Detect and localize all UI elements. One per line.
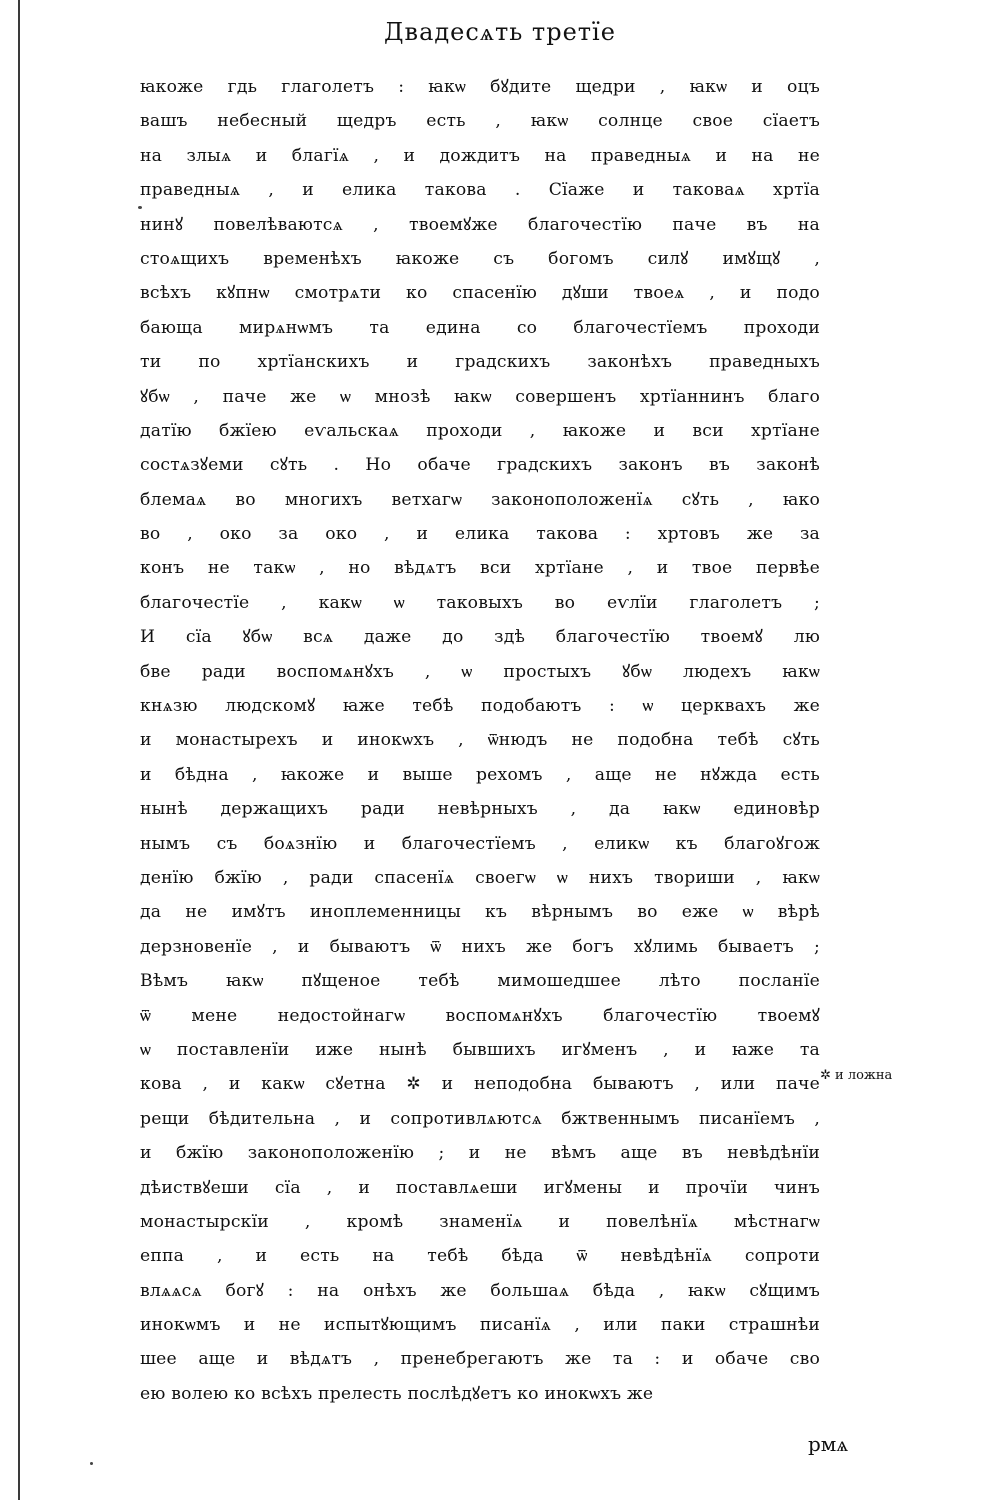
text-line: ꙗкоже гдь глаголетъ : ꙗкѡ бꙋдите щедри , ꙗкѡ и оцъ bbox=[140, 77, 820, 97]
text-line: инокѡмъ и не испытꙋющимъ писанїѧ , или паки страшнѣи bbox=[140, 1315, 820, 1336]
text-line: конъ не такѡ , но вѣдѧтъ вси хртїане , и твое первѣе bbox=[140, 558, 820, 579]
body-text bbox=[140, 70, 820, 1411]
text-line: и бжїю законоположенїю ; и не вѣмъ аще въ невѣдѣнїи bbox=[140, 1143, 820, 1164]
text-line: ѿ мене недостойнагѡ воспомѧнꙋхъ благочестїю твоемꙋ bbox=[140, 1005, 820, 1026]
text-line: ꙋбѡ , паче же ѡ мнозѣ ꙗкѡ совершенъ хртїаннинъ благо bbox=[140, 386, 820, 407]
text-line: ти по хртїанскихъ и градскихъ законѣхъ праведныхъ bbox=[140, 352, 820, 373]
text-line: состѧзꙋеми сꙋть . Но обаче градскихъ законъ въ законѣ bbox=[140, 455, 820, 476]
text-line: на злыѧ и благїѧ , и дождитъ на праведныѧ и на не bbox=[140, 145, 820, 166]
text-line: нинꙋ повелѣваютсѧ , твоемꙋже благочестїю паче въ на bbox=[140, 214, 820, 235]
text-line: праведныѧ , и елика такова . Сїаже и таковаѧ хртїа bbox=[140, 180, 820, 201]
text-line: рещи бѣдительна , и сопротивлѧютсѧ бжтвеннымъ писанїемъ , bbox=[140, 1108, 820, 1129]
text-line: влѧѧсѧ богꙋ : на онѣхъ же большаѧ бѣда , ꙗкѡ сꙋщимъ bbox=[140, 1280, 820, 1301]
text-line: шее аще и вѣдѧтъ , пренебрегаютъ же та : и обаче сво bbox=[140, 1349, 820, 1370]
text-line: дѣиствꙋеши сїа , и поставлѧеши игꙋмены и прочїи чинъ bbox=[140, 1177, 820, 1198]
text-line: да не имꙋтъ иноплеменницы къ вѣрнымъ во еже ѡ вѣрѣ bbox=[140, 902, 820, 923]
text-line: блемаѧ во многихъ ветхагѡ законоположенїѧ сꙋть , ꙗко bbox=[140, 489, 820, 510]
text-line: кнѧзю людскомꙋ ꙗже тебѣ подобаютъ : ѡ церквахъ же bbox=[140, 696, 820, 717]
text-line: датїю бжїею еѵальскаѧ проходи , ꙗкоже и вси хртїане bbox=[140, 420, 820, 441]
text-line: нынѣ держащихъ ради невѣрныхъ , да ꙗкѡ единовѣр bbox=[140, 799, 820, 820]
text-line: во , око за око , и елика такова : хртовъ же за bbox=[140, 524, 820, 545]
text-line: И сїа ꙋбѡ всѧ даже до здѣ благочестїю твоемꙋ лю bbox=[140, 627, 820, 648]
text-line: и бѣдна , ꙗкоже и выше рехомъ , аще не нꙋжда есть bbox=[140, 764, 820, 785]
text-line: нымъ съ боѧзнїю и благочестїемъ , еликѡ къ благоꙋгож bbox=[140, 833, 820, 854]
text-line: денїю бжїю , ради спасенїѧ своегѡ ѡ нихъ твориши , ꙗкѡ bbox=[140, 867, 820, 888]
text-line: Вѣмъ ꙗкѡ пꙋщеное тебѣ мимошедшее лѣто посланїе bbox=[140, 971, 820, 992]
text-line: вашъ небесный щедръ есть , ꙗкѡ солнце свое сїаетъ bbox=[140, 111, 820, 132]
text-line: кова , и какѡ сꙋетна ✲ и неподобна бываютъ , или паче bbox=[140, 1074, 820, 1095]
ink-speck bbox=[90, 1462, 93, 1465]
text-line: всѣхъ кꙋпнѡ смотрѧти ко спасенїю дꙋши твоеѧ , и подо bbox=[140, 283, 820, 304]
text-line: и монастырехъ и инокѡхъ , ѿнюдъ не подобна тебѣ сꙋть bbox=[140, 730, 820, 751]
text-line: ею волею ко всѣхъ прелесть послѣдꙋетъ ко инокѡхъ же bbox=[140, 1383, 654, 1404]
text-line: благочестїе , какѡ ѡ таковыхъ во еѵлїи глаголетъ ; bbox=[140, 592, 820, 613]
folio-number: рмѧ bbox=[808, 1432, 849, 1456]
page-edge-rule bbox=[18, 0, 20, 1500]
text-line: еппа , и есть на тебѣ бѣда ѿ невѣдѣнїѧ сопроти bbox=[140, 1246, 820, 1267]
text-line: бающа мирѧнѡмъ та едина со благочестїемъ проходи bbox=[140, 317, 820, 338]
margin-note: ✲ и ложна bbox=[820, 1068, 893, 1083]
text-line: бве ради воспомѧнꙋхъ , ѡ простыхъ ꙋбѡ людехъ ꙗкѡ bbox=[140, 661, 820, 682]
text-line: стоѧщихъ временѣхъ ꙗкоже съ богомъ силꙋ имꙋщꙋ , bbox=[140, 248, 820, 269]
text-line: монастырскїи , кромѣ знаменїѧ и повелѣнїѧ мѣстнагѡ bbox=[140, 1211, 820, 1232]
text-line: ѡ поставленїи иже нынѣ бывшихъ игꙋменъ , и ꙗже та bbox=[140, 1039, 820, 1060]
running-head: Двадесѧть третїе bbox=[384, 18, 616, 46]
text-line: дерзновенїе , и бываютъ ѿ нихъ же богъ хꙋлимь бываетъ ; bbox=[140, 936, 820, 957]
